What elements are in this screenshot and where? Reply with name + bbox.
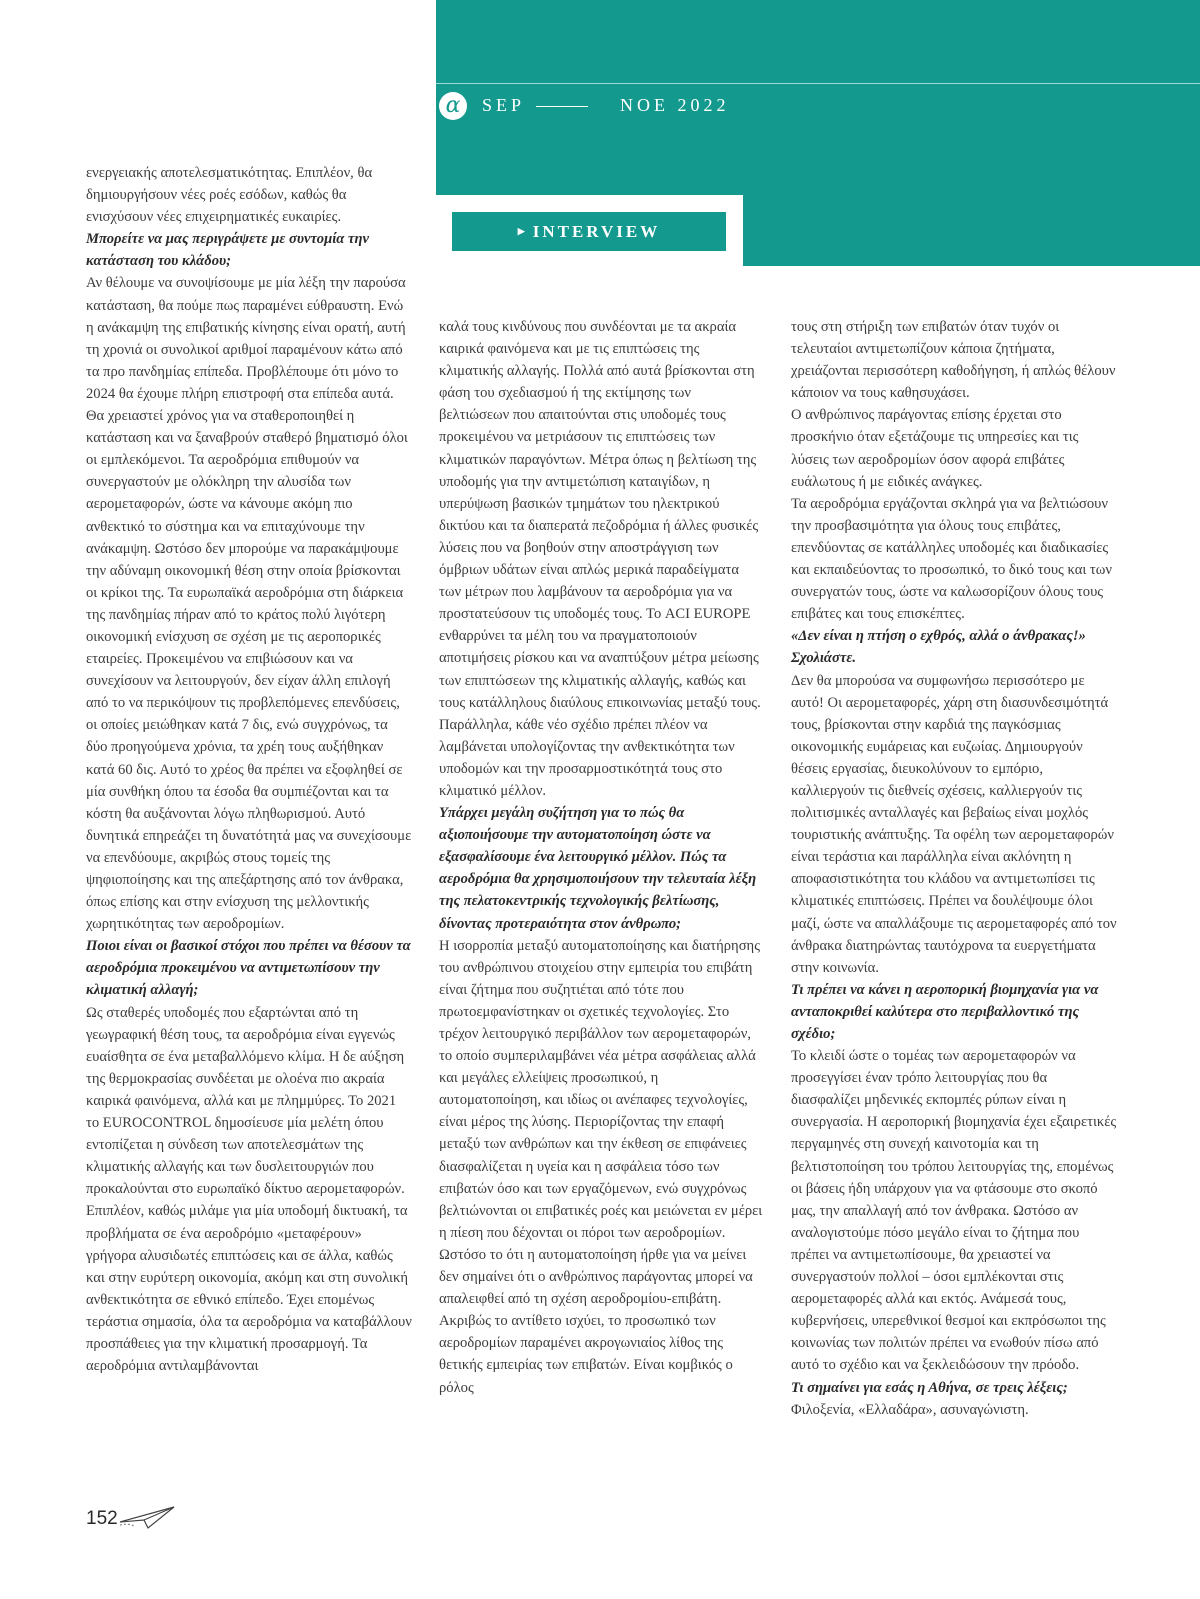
article-paragraph: ενεργειακής αποτελεσματικότητας. Επιπλέον, θα δημιουργήσουν νέες ροές εσόδων, καθώς θα ενισχύσουν νέες επιχειρηματικές ευκαιρίες. [86, 165, 373, 226]
magazine-logo-icon: α [439, 92, 467, 120]
article-paragraph: Ως σταθερές υποδομές που εξαρτώνται από τη γεωγραφική θέση τους, τα αεροδρόμια είναι εγγενώς ευαίσθητα σε ένα μεταβαλλόμενο κλίμα. Η δε αύξηση της θερμοκρασίας συνδέεται με ολοένα πιο ακραία καιρικά φαινόμενα, αλλά και με πλημμύρες. Το 2021 το EUROCONTROL δημοσίευσε μία μελέτη όπου εντοπίζεται η σύνδεση των αποτελεσμάτων της κλιματικής αλλαγής και των δυσλειτουργιών που προκαλούνται στο ευρωπαϊκό δίκτυο αερομεταφορών. Επιπλέον, καθώς μιλάμε για μία υποδομή δικτυακή, τα προβλήματα σε ένα αεροδρόμιο «μεταφέρουν» γρήγορα αλυσιδωτές επιπτώσεις και σε άλλα, καθώς και στην ευρύτερη οικονομία, ακόμη και στη συνολική ανθεκτικότητα σε εθνικό επίπεδο. Έχει επομένως τεράστια σημασία, όλα τα αεροδρόμια να καταβάλλουν προσπάθειες για την κλιματική προσαρμογή. Τα αεροδρόμια αντιλαμβάνονται [86, 1004, 412, 1375]
header-divider [436, 83, 1200, 84]
section-label [452, 212, 726, 251]
article-paragraph: Τα αεροδρόμια εργάζονται σκληρά για να βελτιώσουν την προσβασιμότητα για όλους τους επιβάτες, επενδύοντας σε κατάλληλες υποδομές και διαδικασίες και εκπαιδεύοντας το προσωπικό, το δικό τους και των συνεργατών τους, ώστε να καλωσορίζουν όλους τους επιβάτες και τους επισκέπτες. [791, 495, 1113, 623]
header-teal-band [436, 0, 1200, 195]
interview-question: Τι πρέπει να κάνει η αεροπορική βιομηχανία για να ανταποκριθεί καλύτερα στο περιβαλλοντικό της σχέδιο; [791, 981, 1099, 1042]
triangle-icon: ▶ [517, 226, 525, 236]
article-paragraph: καλά τους κινδύνους που συνδέονται με τα ακραία καιρικά φαινόμενα και με τις επιπτώσεις της κλιματικής αλλαγής. Πολλά από αυτά βρίσκονται στη φάση του σχεδιασμού ή της εκτίμησης των βελτιώσεων που απαιτούνται στις υποδομές τους προκειμένου να μετριάσουν τις επιπτώσεις των κλιματικών παραγόντων. Μέτρα όπως η βελτίωση της υποδομής για την αντιμετώπιση καταιγίδων, η υπερύψωση βασικών τμημάτων του ηλεκτρικού δικτύου και τα διαπερατά πεζοδρόμια ή άλλες φυσικές λύσεις που να βοηθούν στην αποστράγγιση των όμβριων υδάτων είναι απλώς μερικά παραδείγματα των μέτρων που λαμβάνουν τα αεροδρόμια για να προστατεύσουν τις υποδομές τους. Το ACI EUROPE ενθαρρύνει τα μέλη του να πραγματοποιούν αποτιμήσεις ρίσκου και να αναπτύξουν μέτρα μείωσης των επιπτώσεων της κλιματικής αλλαγής, καθώς και τους κατάλληλους διαύλους επικοινωνίας μεταξύ τους. Παράλληλα, κάθε νέο σχέδιο πρέπει πλέον να λαμβάνεται υπολογίζοντας την ανθεκτικότητα των υποδομών και την προσαρμοστικότητά τους στο κλιματικό μέλλον. [439, 319, 761, 799]
interview-question: Ποιοι είναι οι βασικοί στόχοι που πρέπει να θέσουν τα αεροδρόμια προκειμένου να αντιμετωπίσουν την κλιματική αλλαγή; [86, 938, 411, 999]
page-number: 152 [86, 1508, 118, 1529]
header-teal-side [743, 195, 1200, 266]
article-column-1 [86, 162, 412, 1377]
interview-question: Μπορείτε να μας περιγράψετε με συντομία την κατάσταση του κλάδου; [86, 231, 369, 270]
issue-end: NOE 2022 [620, 95, 730, 115]
interview-question: «Δεν είναι η πτήση ο εχθρός, αλλά ο άνθρακας!» Σχολιάστε. [791, 628, 1086, 667]
paper-plane-icon [118, 1505, 176, 1531]
article-paragraph: τους στη στήριξη των επιβατών όταν τυχόν οι τελευταίοι αντιμετωπίζουν κάποια ζητήματα, χρειάζονται περισσότερη καθοδήγηση, ή απλώς θέλουν κάποιον να τους καθησυχάσει. [791, 319, 1116, 402]
article-paragraph: Δεν θα μπορούσα να συμφωνήσω περισσότερο με αυτό! Οι αερομεταφορές, χάρη στη διασυνδεσιμότητά τους, βρίσκονται στην καρδιά της παγκόσμιας οικονομικής ευμάρειας και ευζωίας. Δημιουργούν θέσεις εργασίας, διευκολύνουν το εμπόριο, καλλιεργούν τις διεθνείς σχέσεις, καλλιεργούν τις πολιτισμικές ανταλλαγές και βεβαίως είναι μοχλός τουριστικής ανάπτυξης. Τα οφέλη των αερομεταφορών είναι τεράστια και παράλληλα είναι ακλόνητη η αποφασιστικότητα του κλάδου να αντιμετωπίσει τις κλιματικές επιπτώσεις. Πρέπει να δουλέψουμε όλοι μαζί, ώστε να απαλλάξουμε τις αερομεταφορές από τον άνθρακα διατηρώντας ταυτόχρονα τα ευεργετήματα στην κοινωνία. [791, 672, 1117, 976]
section-label-text: INTERVIEW [532, 222, 661, 241]
interview-question: Υπάρχει μεγάλη συζήτηση για το πώς θα αξιοποιήσουμε την αυτοματοποίηση ώστε να εξασφαλίσουμε ένα λειτουργικό μέλλον. Πώς τα αεροδρόμια θα χρησιμοποιήσουν την τελευταία λέξη της πελατοκεντρικής τεχνολογικής βελτίωσης, δίνοντας προτεραιότητα στον άνθρωπο; [439, 805, 757, 932]
issue-dash [536, 106, 588, 107]
article-paragraph: Φιλοξενία, «Ελλαδάρα», ασυναγώνιστη. [791, 1401, 1029, 1418]
issue-start: SEP [482, 95, 526, 115]
interview-question: Τι σημαίνει για εσάς η Αθήνα, σε τρεις λέξεις; [791, 1379, 1068, 1396]
article-paragraph: Η ισορροπία μεταξύ αυτοματοποίησης και διατήρησης του ανθρώπινου στοιχείου στην εμπειρία του επιβάτη είναι ζήτημα που συζητιέται από τότε που πρωτοεμφανίστηκαν οι σχετικές τεχνολογίες. Στο τρέχον λειτουργικό περιβάλλον των αερομεταφορών, το οποίο συμπεριλαμβάνει νέα μέτρα ασφάλειας αλλά και μεγάλες ελλείψεις προσωπικού, η αυτοματοποίηση, και ιδίως οι ανέπαφες τεχνολογίες, είναι μέρος της λύσης. Περιορίζοντας την επαφή μεταξύ των ανθρώπων και την έκθεση σε επιφάνειες διασφαλίζεται η υγεία και η ασφάλεια τόσο των επιβατών όσο και των εργαζόμενων, ενώ συγχρόνως βελτιώνονται οι επιβατικές ροές και μειώνεται εν μέρει η πίεση που δέχονται οι πόροι των αεροδρομίων. Ωστόσο το ότι η αυτοματοποίηση ήρθε για να μείνει δεν σημαίνει ότι ο ανθρώπινος παράγοντας μπορεί να απαλειφθεί από τη σχέση αεροδρομίου-επιβάτη. Ακριβώς το αντίθετο ισχύει, το προσωπικό των αεροδρομίων παραμένει ακρογωνιαίος λίθος της θετικής εμπειρίας των επιβατών. Είναι κομβικός ο ρόλος [439, 937, 763, 1396]
article-column-3 [791, 316, 1119, 1421]
article-paragraph: Αν θέλουμε να συνοψίσουμε με μία λέξη την παρούσα κατάσταση, θα πούμε πως παραμένει εύθραυστη. Ενώ η ανάκαμψη της επιβατικής κίνησης είναι ορατή, αυτή τη χρονιά οι συνολικοί αριθμοί παραμένουν κάτω από τα προ πανδημίας επίπεδα. Προβλέπουμε ότι μόνο το 2024 θα έχουμε πλήρη επιστροφή στα επίπεδα αυτά. Θα χρειαστεί χρόνος για να σταθεροποιηθεί η κατάσταση και να ξαναβρούν σταθερό βηματισμό όλοι οι εμπλεκόμενοι. Τα αεροδρόμια επιθυμούν να συνεργαστούν με ολόκληρη την αλυσίδα των αερομεταφορών, ώστε να κάνουμε ακόμη πιο ανθεκτικό το σύστημα και να επιταχύνουμε την ανάκαμψη. Ωστόσο δεν μπορούμε να παρακάμψουμε την αδύναμη οικονομική θέση στην οποία βρίσκονται οι κρίκοι της. Τα ευρωπαϊκά αεροδρόμια στη διάρκεια της πανδημίας πήραν από το κράτος πολύ λιγότερη οικονομική ενίσχυση σε σχέση με τις αεροπορικές εταιρείες. Προκειμένου να επιβιώσουν και να συνεχίσουν να λειτουργούν, δεν είχαν άλλη επιλογή από το να περικόψουν τις προβλεπόμενες επενδύσεις, οι οποίες μειώθηκαν κατά 7 δις, ενώ συγχρόνως, τα δύο προηγούμενα χρόνια, τα χρέη τους αυξήθηκαν κατά 60 δις. Αυτό το χρέος θα πρέπει να εξοφληθεί σε μία συνθήκη όπου τα έσοδα θα συμπιέζονται και τα κόστη θα αυξάνονται λόγω πληθωρισμού. Αυτό δυνητικά επηρεάζει τη δυνατότητά μας να συνεχίσουμε να επενδύουμε, ακριβώς στους τομείς της ψηφιοποίησης και της απεξάρτησης από τον άνθρακα, όπως επίσης και στην ενίσχυση της μελλοντικής χωρητικότητας των αεροδρομίων. [86, 275, 412, 933]
article-paragraph: Το κλειδί ώστε ο τομέας των αερομεταφορών να προσεγγίσει έναν τρόπο λειτουργίας που θα διασφαλίζει μηδενικές εκπομπές ρύπων είναι η συνεργασία. Η αεροπορική βιομηχανία έχει εξαιρετικές περγαμηνές στη συνεχή καινοτομία και τη βελτιστοποίηση του τρόπου λειτουργίας της, επομένως οι βάσεις ήδη υπάρχουν για να φτάσουμε στο σκοπό μας, την απαλλαγή από τον άνθρακα. Ωστόσο αν αναλογιστούμε πόσο μεγάλο είναι το ζήτημα που πρέπει να αντιμετωπίσουμε, θα χρειαστεί να συνεργαστούν πολλοί – όσοι εμπλέκονται στις αερομεταφορές αλλά και εκτός. Ανάμεσά τους, κυβερνήσεις, υπερεθνικοί θεσμοί και εκπρόσωποι της κοινωνίας των πολιτών πρέπει να ενωθούν πίσω από αυτό το σχέδιο και να ξεκλειδώσουν την πρόοδο. [791, 1048, 1117, 1374]
article-paragraph: Ο ανθρώπινος παράγοντας επίσης έρχεται στο προσκήνιο όταν εξετάζουμε τις υπηρεσίες και τις λύσεις των αεροδρομίων όσον αφορά επιβάτες ευάλωτους ή με ειδικές ανάγκες. [791, 407, 1079, 490]
article-column-2 [439, 316, 763, 1399]
